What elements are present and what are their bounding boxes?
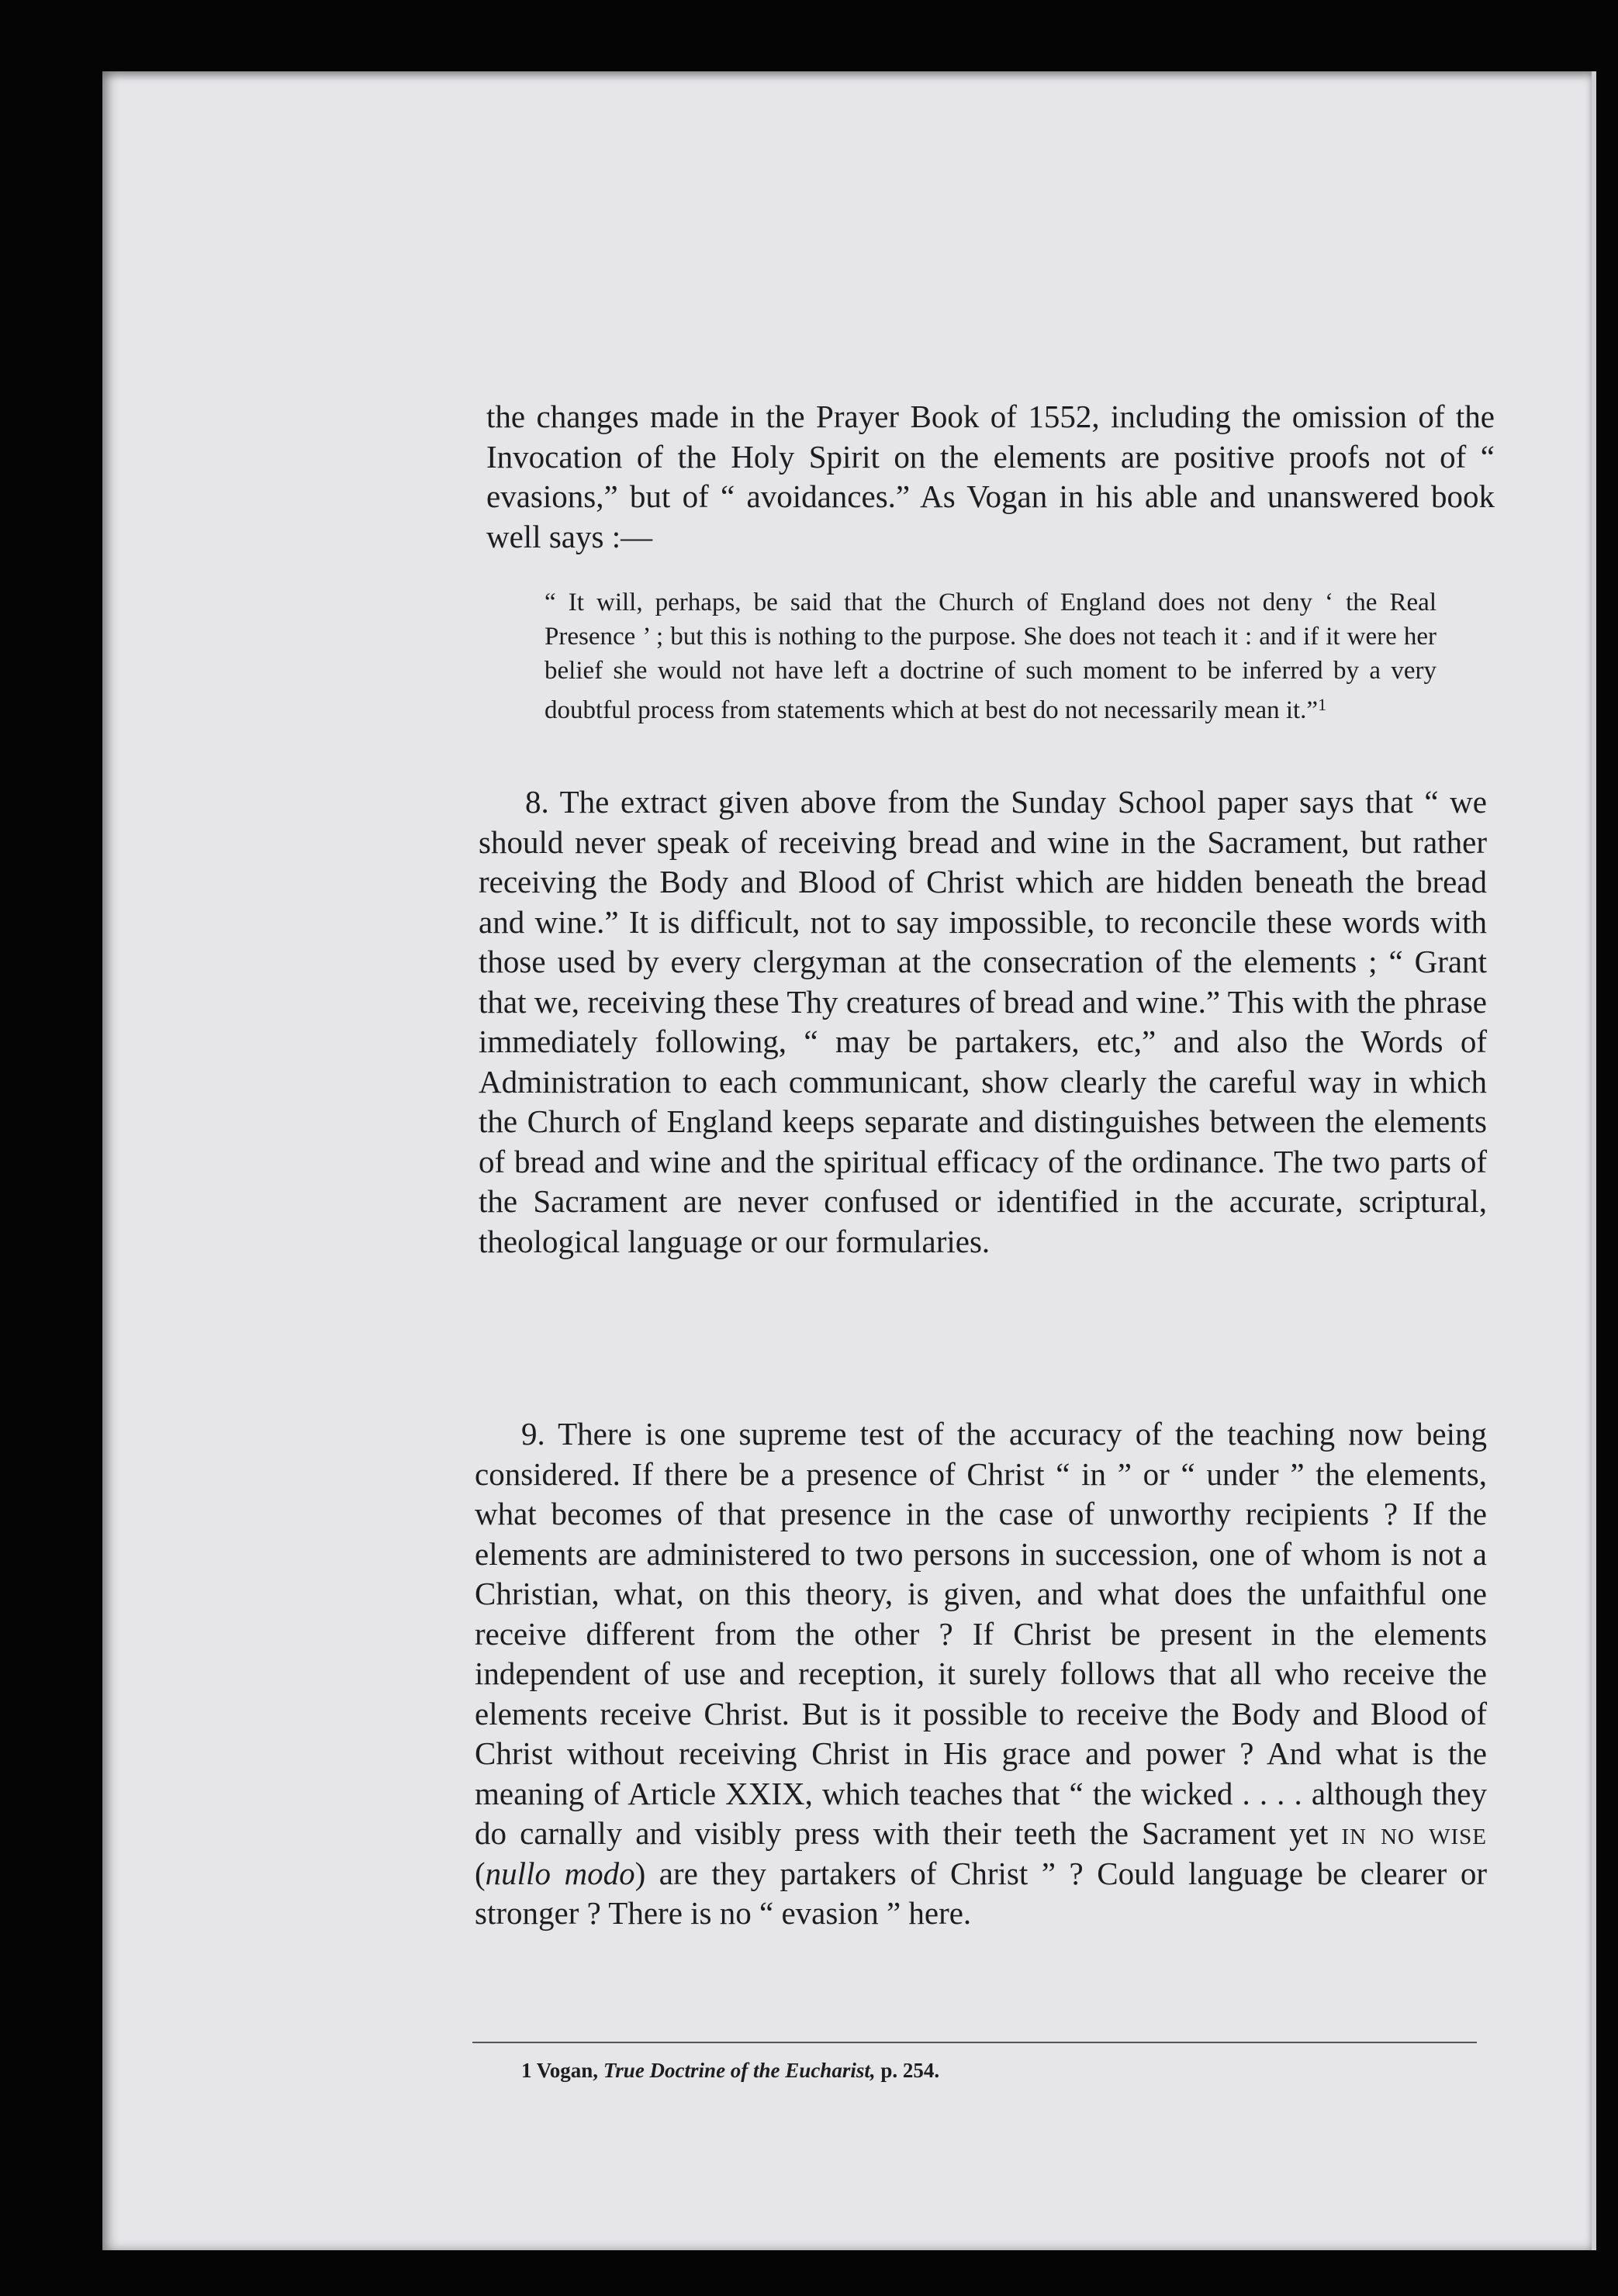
paragraph-9: 9. There is one supreme test of the accuracy of the teaching now being considered. If there be a presence of Christ “ in ” or “ under ” the elements, what becomes of that presence in the case of unworthy recipients ? If the elements are administered to two persons in succession, one of whom is not a Christian, what, on this theory, is given, and what does the unfaithful one receive different from the other ? If Christ be present in the elements independent of use and reception, it surely follows that all who receive the elements receive Christ. But is it possible to receive the Body and Blood of Christ without receiving Christ in His grace and power ? And what is the meaning of Article XXIX, which teaches that “ the wicked . . . . although they do carnally and visibly press with their teeth the Sacrament yet in no wise (nullo modo) are they partakers of Christ ” ? Could language be clearer or stronger ? There is no “ evasion ” here. — [475, 1416, 1487, 1931]
paragraph-9-emphasis: in no wise — [1341, 1815, 1487, 1851]
footnote-author: Vogan, — [536, 2059, 599, 2082]
quote-text: “ It will, perhaps, be said that the Church of England does not deny ‘ the Real Presence ’ ; but this is nothing to the purpose. She does not teach it : and if it were her belief she would not have left a doctrine of such moment to be inferred by a very doubtful process from statements which at best do not necessarily mean it.” — [545, 589, 1436, 724]
paragraph-intro: the changes made in the Prayer Book of 1552, including the omission of the Invocation of the Holy Spirit on the elements are positive proofs not of “ evasions,” but of “ avoidances.” As Vogan in his able and unanswered book well says :— — [486, 399, 1495, 554]
quote-footnote-ref: 1 — [1318, 695, 1327, 714]
footnote-divider — [472, 2042, 1477, 2043]
footnote — [521, 2059, 939, 2083]
paragraph-9-latin: nullo modo — [485, 1855, 635, 1891]
paragraph-9-text: 9. There is one supreme test of the accuracy of the teaching now being considered. If there be a presence of Christ “ in ” or “ under ” the elements, what becomes of that presence in the case of unworthy recipients ? If the elements are administered to two persons in succession, one of whom is not a Christian, what, on this theory, is given, and what does the unfaithful one receive different from the other ? If Christ be present in the elements independent of use and reception, it surely follows that all who receive the elements receive Christ. But is it possible to receive the Body and Blood of Christ without receiving Christ in His grace and power ? And what is the meaning of Article XXIX, which teaches that “ the wicked . . . . although they do carnally and visibly press with their teeth the Sacrament yet — [475, 1416, 1487, 1851]
paragraph-8: 8. The extract given above from the Sunday School paper says that “ we should never speak of receiving bread and wine in the Sacrament, but rather receiving the Body and Blood of Christ which are hidden beneath the bread and wine.” It is difficult, not to say impossible, to reconcile these words with those used by every clergyman at the consecration of the elements ; “ Grant that we, receiving these Thy creatures of bread and wine.” This with the phrase immediately following, “ may be partakers, etc,” and also the Words of Administration to each communicant, show clearly the careful way in which the Church of England keeps separate and distinguishes between the elements of bread and wine and the spiritual efficacy of the ordinance. The two parts of the Sacrament are never confused or identified in the accurate, scriptural, theological language or our formularies. — [479, 784, 1487, 1259]
footnote-page: p. 254. — [880, 2059, 940, 2082]
scanned-page — [102, 71, 1596, 2250]
footnote-title: True Doctrine of the Eucharist, — [603, 2059, 876, 2082]
footnote-number: 1 — [521, 2059, 532, 2082]
block-quote — [545, 585, 1436, 727]
paragraph-9-text-end: are they partakers of Christ ” ? Could language be clearer or stronger ? There is no “ evasion ” here. — [475, 1855, 1487, 1931]
